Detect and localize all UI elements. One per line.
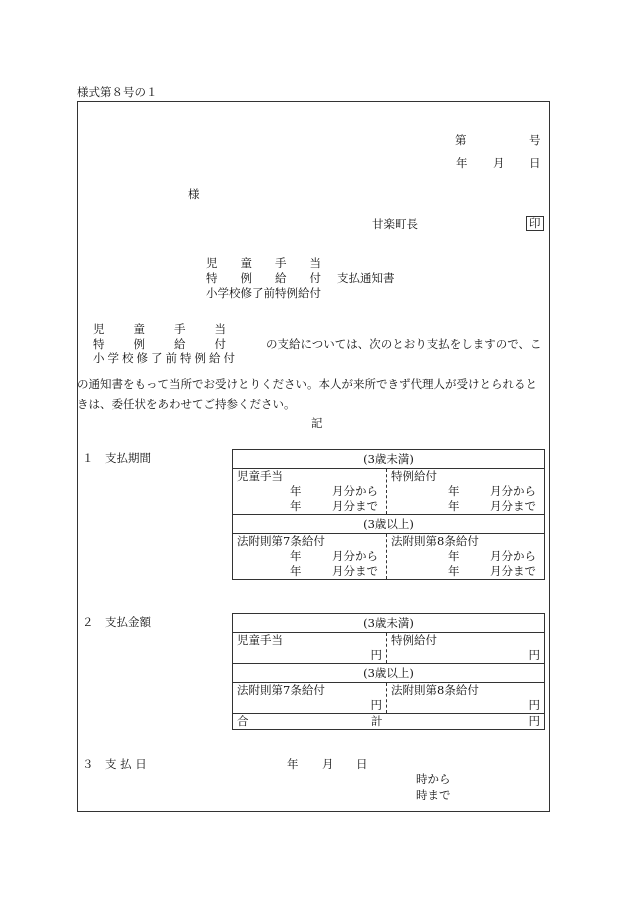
child-allowance-period: 児童手当 年 月分から 年 月分まで — [233, 469, 387, 515]
payday-day: 日 — [356, 757, 368, 771]
title-suffix: 支払通知書 — [337, 271, 395, 285]
over3-header: (3歳以上) — [233, 515, 545, 534]
section3-label: ３ 支 払 日 — [82, 757, 147, 771]
art8-amount: 法附則第8条給付 円 — [387, 683, 545, 714]
body-text-3: きは、委任状をあわせてご持参ください。 — [77, 397, 296, 411]
ki-heading: 記 — [311, 416, 323, 430]
seal-mark: 印 — [526, 216, 544, 231]
section1-label: １ 支払期間 — [82, 451, 151, 465]
number-go: 号 — [529, 133, 541, 147]
payday-month: 月 — [322, 757, 334, 771]
body-text-2: の通知書をもって当所でお受けとりください。本人が来所できず代理人が受けとられると — [77, 377, 537, 391]
under3-header: (3歳未満) — [233, 450, 545, 469]
amount-under3-header: (3歳未満) — [233, 614, 545, 633]
body-stack-3: 小学校修了前特例給付 — [93, 351, 238, 365]
title-line-2: 特 例 給 付 — [206, 271, 321, 285]
payment-amount-table — [232, 613, 545, 730]
addressee-suffix: 様 — [188, 187, 200, 201]
payday-year: 年 — [287, 757, 299, 771]
date-month: 月 — [493, 156, 505, 170]
art7-amount: 法附則第7条給付 円 — [233, 683, 387, 714]
title-line-3: 小学校修了前特例給付 — [206, 286, 321, 300]
payday-to-time: 時まで — [416, 788, 451, 802]
amount-over3-header: (3歳以上) — [233, 664, 545, 683]
art7-period: 法附則第7条給付 年 月分から 年 月分まで — [233, 534, 387, 580]
body-stack-1: 児 童 手 当 — [93, 322, 228, 336]
form-label: 様式第８号の１ — [77, 85, 158, 99]
number-dai: 第 — [455, 133, 467, 147]
issuer-name: 甘楽町長 — [372, 217, 418, 231]
payment-period-table — [232, 449, 545, 580]
body-text-1: の支給については、次のとおり支払をしますので、こ — [266, 337, 542, 351]
art8-period: 法附則第8条給付 年 月分から 年 月分まで — [387, 534, 545, 580]
payday-from-time: 時から — [416, 772, 451, 786]
title-line-1: 児 童 手 当 — [206, 256, 321, 270]
date-year: 年 — [456, 156, 468, 170]
child-allowance-amount: 児童手当 円 — [233, 633, 387, 664]
special-benefit-amount: 特例給付 円 — [387, 633, 545, 664]
special-benefit-period: 特例給付 年 月分から 年 月分まで — [387, 469, 545, 515]
total-amount-cell: 円 — [387, 714, 545, 730]
body-stack-2: 特 例 給 付 — [93, 337, 228, 351]
section2-label: ２ 支払金額 — [82, 615, 151, 629]
total-label-cell: 合 計 — [233, 714, 387, 730]
date-day: 日 — [529, 156, 541, 170]
